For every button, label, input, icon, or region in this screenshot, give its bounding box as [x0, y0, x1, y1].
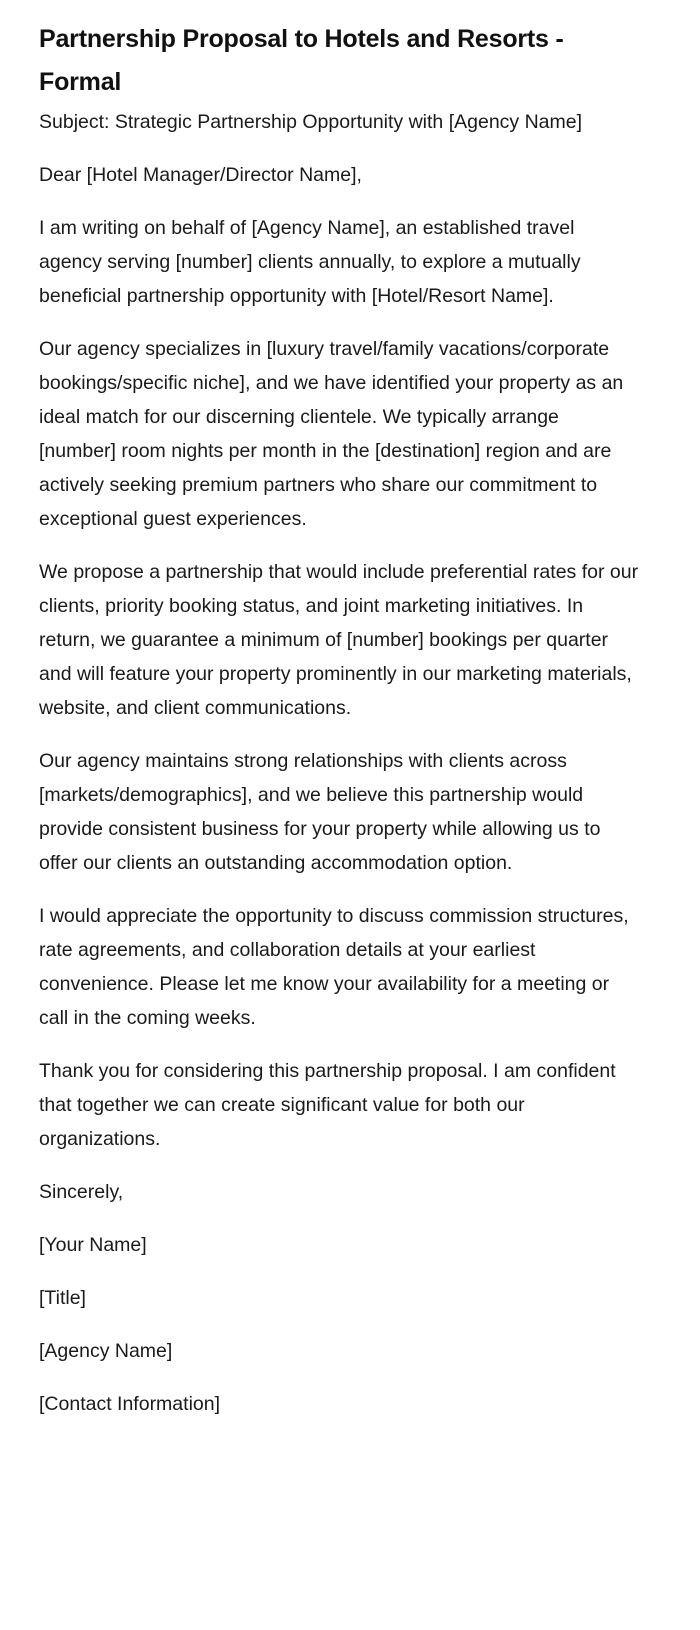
letter-document — [39, 18, 639, 1440]
body-paragraph-meeting-request: I would appreciate the opportunity to discuss commission structures, rate agreements, and collaboration details at your earliest convenience. Please let me know your availability for a meeting or call in the coming weeks. — [39, 905, 629, 1029]
body-paragraph-relationships: Our agency maintains strong relationships with clients across [markets/demographics], and we believe this partnership would provide consistent business for your property while allowing us to offer our clients an outstanding accommodation option. — [39, 750, 601, 874]
signature-title: [Title] — [39, 1287, 86, 1309]
signature-agency: [Agency Name] — [39, 1340, 173, 1362]
document-title: Partnership Proposal to Hotels and Resorts - Formal — [39, 25, 564, 96]
subject-line: Subject: Strategic Partnership Opportunity with [Agency Name] — [39, 111, 583, 133]
signature-name: [Your Name] — [39, 1234, 147, 1256]
salutation: Dear [Hotel Manager/Director Name], — [39, 164, 362, 186]
body-paragraph-proposal: We propose a partnership that would include preferential rates for our clients, priority booking status, and joint marketing initiatives. In return, we guarantee a minimum of [number] bookings per quarter and will feature your property prominently in our marketing materials, website, and client communications. — [39, 561, 639, 719]
body-paragraph-intro: I am writing on behalf of [Agency Name], an established travel agency serving [number] clients annually, to explore a mutually beneficial partnership opportunity with [Hotel/Resort Name]. — [39, 217, 581, 307]
closing: Sincerely, — [39, 1181, 124, 1203]
body-paragraph-specialization: Our agency specializes in [luxury travel/family vacations/corporate bookings/specific niche], and we have identified your property as an ideal match for our discerning clientele. We typically arrange [number] room nights per month in the [destination] region and are actively seeking premium partners who share our commitment to exceptional guest experiences. — [39, 338, 624, 530]
signature-contact: [Contact Information] — [39, 1393, 221, 1415]
body-paragraph-thanks: Thank you for considering this partnership proposal. I am confident that together we can create significant value for both our organizations. — [39, 1060, 616, 1150]
